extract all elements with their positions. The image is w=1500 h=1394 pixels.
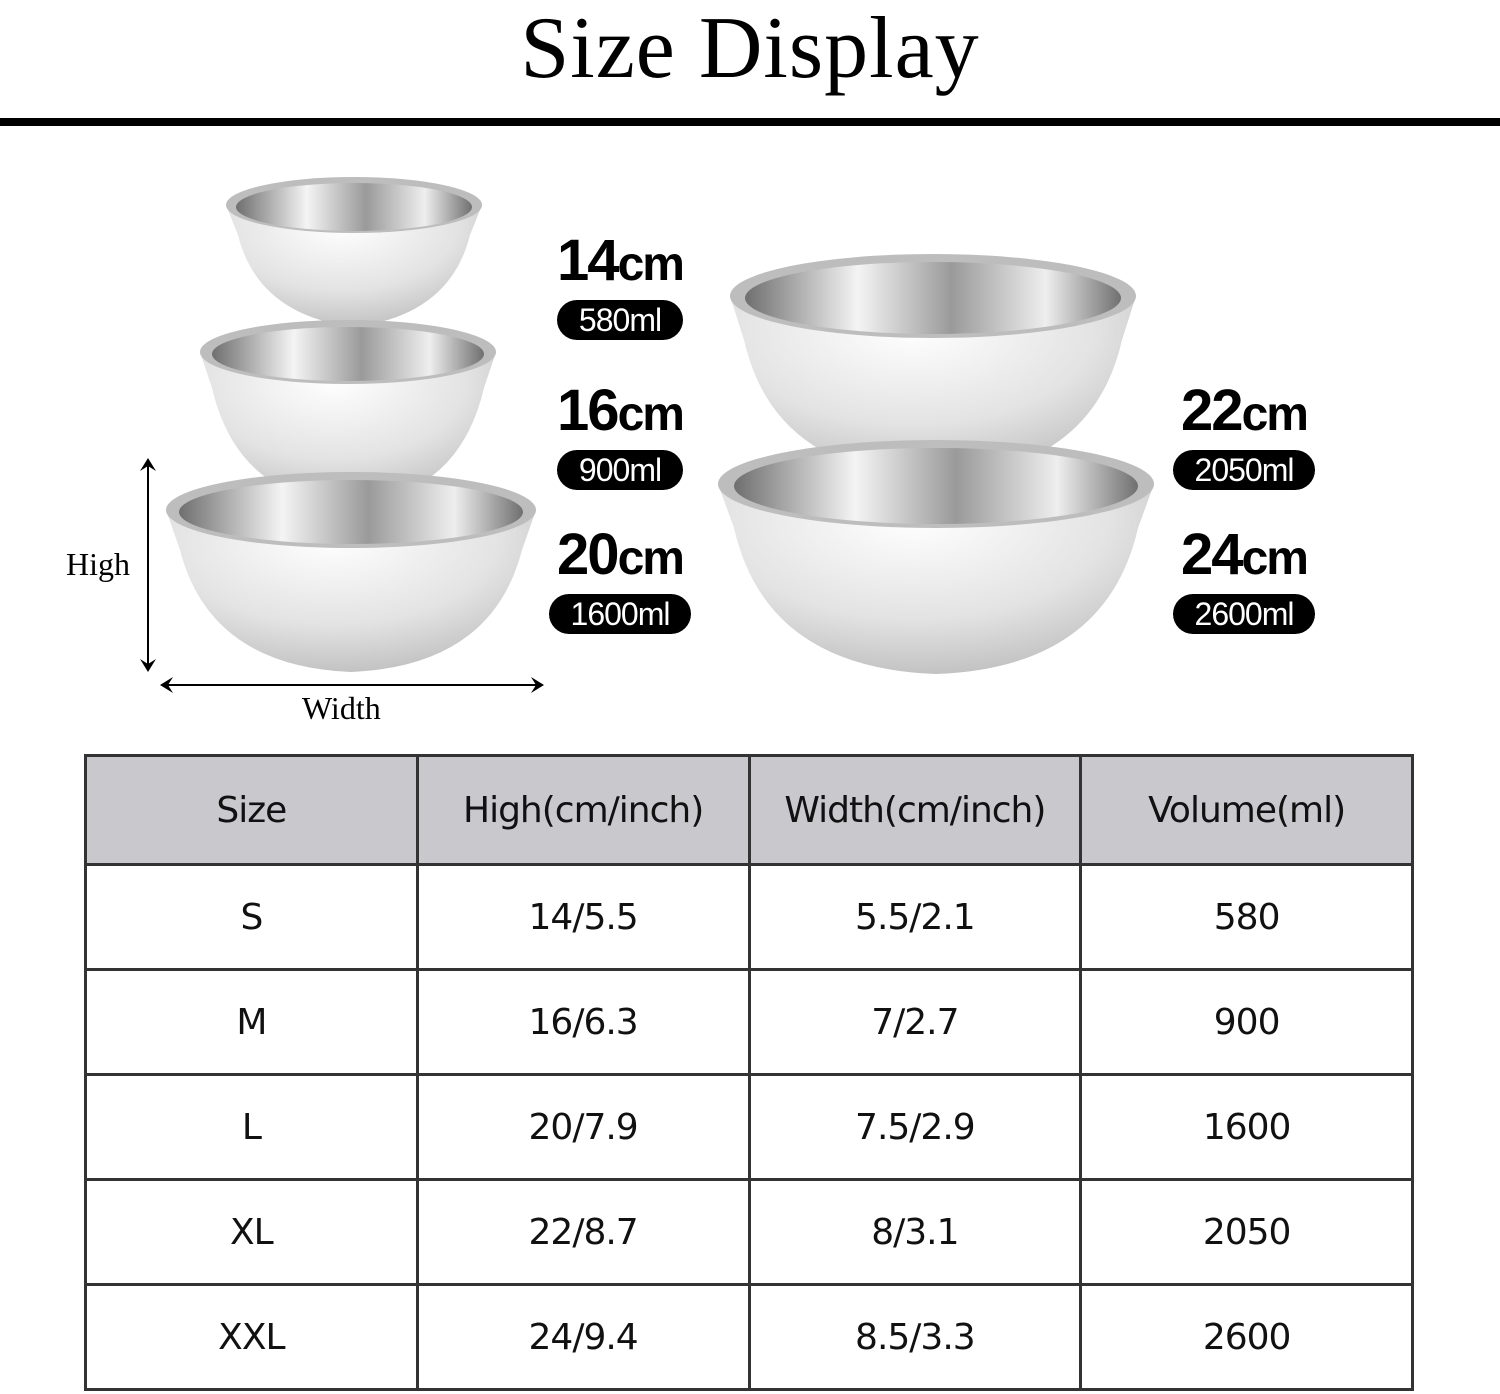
cell-size: L	[86, 1075, 418, 1180]
size-label-xxl	[1164, 522, 1324, 634]
table-header-row	[86, 756, 1413, 865]
column-header-volume: Volume(ml)	[1081, 756, 1413, 865]
cell-volume: 2050	[1081, 1180, 1413, 1285]
size-label-s	[540, 228, 700, 340]
cell-high: 14/5.5	[417, 865, 749, 970]
arrow-right-icon	[530, 676, 544, 694]
volume-badge: 900ml	[557, 450, 683, 490]
cell-width: 7/2.7	[749, 970, 1081, 1075]
high-label: High	[66, 546, 130, 582]
cell-volume: 580	[1081, 865, 1413, 970]
arrow-left-icon	[160, 676, 174, 694]
column-header-width: Width(cm/inch)	[749, 756, 1081, 865]
cell-high: 24/9.4	[417, 1285, 749, 1390]
bowl-image-s	[220, 165, 488, 330]
size-label-l	[540, 522, 700, 634]
cell-high: 16/6.3	[417, 970, 749, 1075]
column-header-size: Size	[86, 756, 418, 865]
cell-size: XXL	[86, 1285, 418, 1390]
arrow-down-icon	[139, 658, 157, 672]
table-row	[86, 1180, 1413, 1285]
size-label-xl	[1164, 378, 1324, 490]
cell-size: M	[86, 970, 418, 1075]
column-header-high: High(cm/inch)	[417, 756, 749, 865]
size-cm: 20cm	[557, 522, 683, 587]
table-row	[86, 1075, 1413, 1180]
height-arrow	[147, 465, 149, 665]
size-cm: 16cm	[557, 378, 683, 443]
volume-badge: 580ml	[557, 300, 683, 340]
arrow-up-icon	[139, 458, 157, 472]
cell-width: 7.5/2.9	[749, 1075, 1081, 1180]
title-divider	[0, 118, 1500, 126]
page-title: Size Display	[520, 0, 980, 97]
volume-badge: 1600ml	[549, 594, 692, 634]
size-cm: 24cm	[1181, 522, 1307, 587]
cell-width: 5.5/2.1	[749, 865, 1081, 970]
size-cm: 14cm	[557, 228, 683, 293]
cell-width: 8.5/3.3	[749, 1285, 1081, 1390]
table-row	[86, 865, 1413, 970]
width-arrow	[166, 684, 538, 686]
table-row	[86, 1285, 1413, 1390]
table-row	[86, 970, 1413, 1075]
cell-volume: 2600	[1081, 1285, 1413, 1390]
bowl-image-xxl	[714, 428, 1158, 676]
volume-badge: 2600ml	[1173, 594, 1316, 634]
size-label-m	[540, 378, 700, 490]
cell-high: 22/8.7	[417, 1180, 749, 1285]
cell-volume: 900	[1081, 970, 1413, 1075]
cell-high: 20/7.9	[417, 1075, 749, 1180]
size-table	[84, 754, 1414, 1391]
width-label: Width	[302, 690, 381, 726]
cell-width: 8/3.1	[749, 1180, 1081, 1285]
cell-size: XL	[86, 1180, 418, 1285]
cell-size: S	[86, 865, 418, 970]
size-cm: 22cm	[1181, 378, 1307, 443]
bowl-image-l	[162, 460, 540, 674]
volume-badge: 2050ml	[1173, 450, 1316, 490]
cell-volume: 1600	[1081, 1075, 1413, 1180]
